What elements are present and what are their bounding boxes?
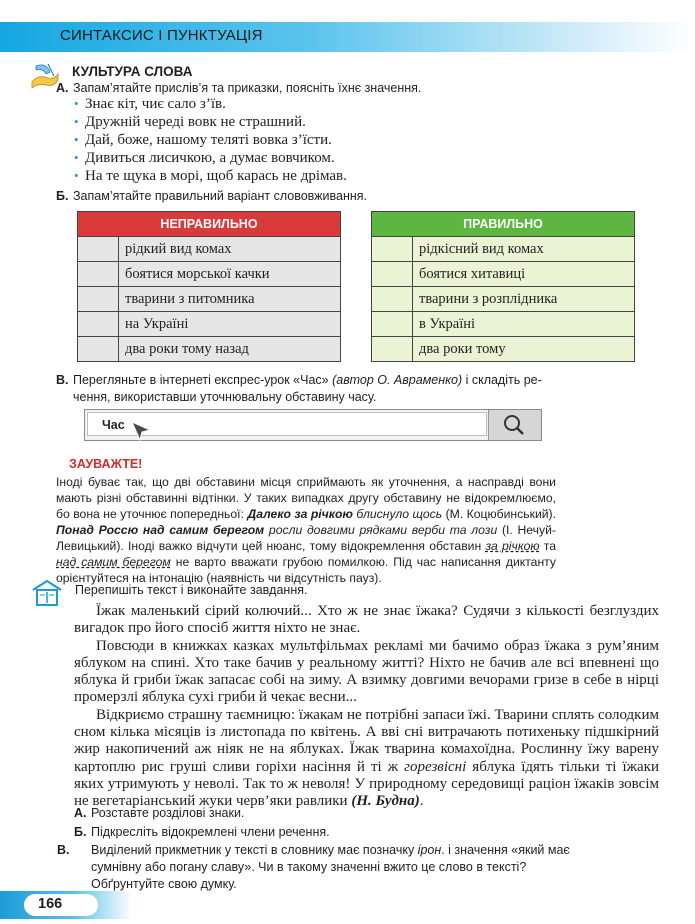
subtask-a (74, 805, 244, 822)
table-cell: боятися морської качки (119, 262, 341, 287)
table-cell: тварини з розплідника (413, 287, 635, 312)
chapter-title: СИНТАКСИС І ПУНКТУАЦІЯ (60, 27, 263, 44)
cursor-icon (130, 420, 152, 442)
note-text-part: та (539, 539, 556, 553)
exercise-text (74, 603, 659, 811)
task-letter: В. (56, 373, 69, 387)
highlighted-word: горезвісні (404, 758, 467, 775)
note-text-part: Іноді буває так, що дві обставини місця сприймають як уточнення, а насправді вони мають різні обставинні відтінки. У таких випадках другу обставину не відокремлюємо, бо вона не уточнює попередньої: (56, 475, 556, 521)
note-text-part: не варто вважати грубою помилкою. Під час написання диктанту орієнтуйтеся на інтонацію (наявність чи відсутність пауз). (56, 555, 556, 585)
search-input[interactable]: Час (87, 412, 487, 436)
paragraph-part: яблука їдять тільки ті їжаки яких утримують у неволі. Так то ж неволя! У природному середовищі раціон їжаків зовсім не вегетаріанський жуки черв’яки равлики (74, 758, 659, 810)
dictionary-mark: ірон (417, 843, 442, 857)
list-item: • На те щука в морі, щоб карась не дрімав. (74, 167, 347, 185)
task-text: . і значення «який має сумнівну або погану славу». Чи в такому значенні вжито це слово в тексті? Обґрунтуйте свою думку. (91, 843, 570, 891)
subtask-b (74, 824, 330, 841)
table-cell: два роки тому назад (119, 337, 341, 362)
list-item: • Дружній череді вовк не страшний. (74, 113, 347, 131)
proverb-list (74, 95, 347, 185)
task-b (56, 188, 367, 205)
task-text: Запам’ятайте правильний варіант слововживання. (73, 189, 368, 203)
chapter-header (0, 22, 695, 52)
task-text: Перегляньте в інтернеті експрес-урок «Час» (73, 373, 333, 387)
task-text: Підкресліть відокремлені члени речення. (91, 825, 330, 839)
table-row (372, 337, 635, 362)
task-text: Виділений прикметник у тексті в словнику має позначку (91, 843, 418, 857)
table-row (372, 237, 635, 262)
list-item: • Дивиться лисичкою, а думає вовчиком. (74, 149, 347, 167)
table-row (78, 312, 341, 337)
task-text: і складіть ре- (462, 373, 542, 387)
note-example: над самим берегом (56, 555, 171, 569)
table-cell: боятися хитавиці (413, 262, 635, 287)
table-cell: рідкісний вид комах (413, 237, 635, 262)
task-text: чення, використавши уточнювальну обставину часу. (73, 390, 377, 404)
exercise-instruction: Перепишіть текст і виконайте завдання. (75, 583, 308, 597)
note-title: ЗАУВАЖТЕ! (69, 457, 143, 471)
table-cell: рідкий вид комах (119, 237, 341, 262)
wrong-usage-table (77, 211, 341, 362)
task-author: (автор О. Авраменко) (332, 373, 463, 387)
task-letter: А. (74, 806, 87, 820)
table-row (372, 287, 635, 312)
search-icon (489, 410, 541, 440)
table-row (372, 262, 635, 287)
paragraph (74, 707, 659, 811)
author-citation: (Н. Будна) (351, 793, 420, 810)
task-text: Запам’ятайте прислів’я та приказки, поясніть їхнє значення. (73, 81, 422, 95)
task-v (56, 372, 556, 406)
paragraph-part: Відкриємо страшну таємницю: їжакам не потрібні запаси їжі. Тварини сплять солодким сном кілька місяців із листопада по квітень. А вві сні витрачають потихеньку підшкірний жир накопичений аж ніяк не на яблуках. Їжак тварина комахоїдна. Рослинну їжу варену картоплю рис груші сливи горіхи насіння й ті ж (74, 706, 659, 775)
house-book-icon (30, 578, 64, 608)
note-text (56, 474, 556, 586)
table-cell: тварини з питомника (119, 287, 341, 312)
task-letter: В. (57, 843, 70, 857)
note-example: Понад Россю над самим берегом (56, 523, 265, 537)
table-cell: на Україні (119, 312, 341, 337)
note-text-part: (М. Коцюбинський). (442, 507, 556, 521)
table-row (78, 262, 341, 287)
note-text-part: (І. Нечуй-Левицький). Іноді важко відчути цей нюанс, тому відокремлення обставин (56, 523, 556, 553)
subtask-v (57, 842, 591, 893)
list-item: • Знає кіт, чиє сало з’їв. (74, 95, 347, 113)
table-header: НЕПРАВИЛЬНО (78, 212, 341, 237)
search-button[interactable] (488, 410, 541, 440)
table-row (78, 287, 341, 312)
note-example: росли довгими рядками верби та лози (264, 523, 498, 537)
note-example: блиснуло щось (352, 507, 443, 521)
table-cell: в Україні (413, 312, 635, 337)
section-title: КУЛЬТУРА СЛОВА (72, 64, 193, 79)
table-cell: два роки тому (413, 337, 635, 362)
note-example: Далеко за річкою (247, 507, 353, 521)
table-row (78, 237, 341, 262)
task-letter: Б. (56, 189, 69, 203)
table-row (78, 337, 341, 362)
task-letter: А. (56, 81, 69, 95)
paragraph: Їжак маленький сірий колючий... Хто ж не знає їжака? Судячи з кількості безглуздих вигадок про його спосіб життя ніхто не знає. (74, 603, 659, 637)
paragraph-part: . (419, 793, 424, 810)
note-example: за річкою (485, 539, 540, 553)
list-item: • Дай, боже, нашому теляті вовка з’їсти. (74, 131, 347, 149)
task-letter: Б. (74, 825, 87, 839)
table-row (372, 312, 635, 337)
task-text: Розставте розділові знаки. (91, 806, 245, 820)
paragraph: Повсюди в книжках казках мультфільмах рекламі ми бачимо образ їжака з рум’яним яблуком на спині. Хто таке бачив у реальному житті? Ніхто не бачив але всі впевнені що яблука й гриби їжак запасає собі на зиму. А взимку довгими вечорами гризе в себе в нірці промерзлі яблука сухі гриби й чекає весни... (74, 637, 659, 706)
page-number: 166 (38, 896, 63, 912)
right-usage-table (371, 211, 635, 362)
table-header: ПРАВИЛЬНО (372, 212, 635, 237)
search-bar (84, 409, 542, 441)
